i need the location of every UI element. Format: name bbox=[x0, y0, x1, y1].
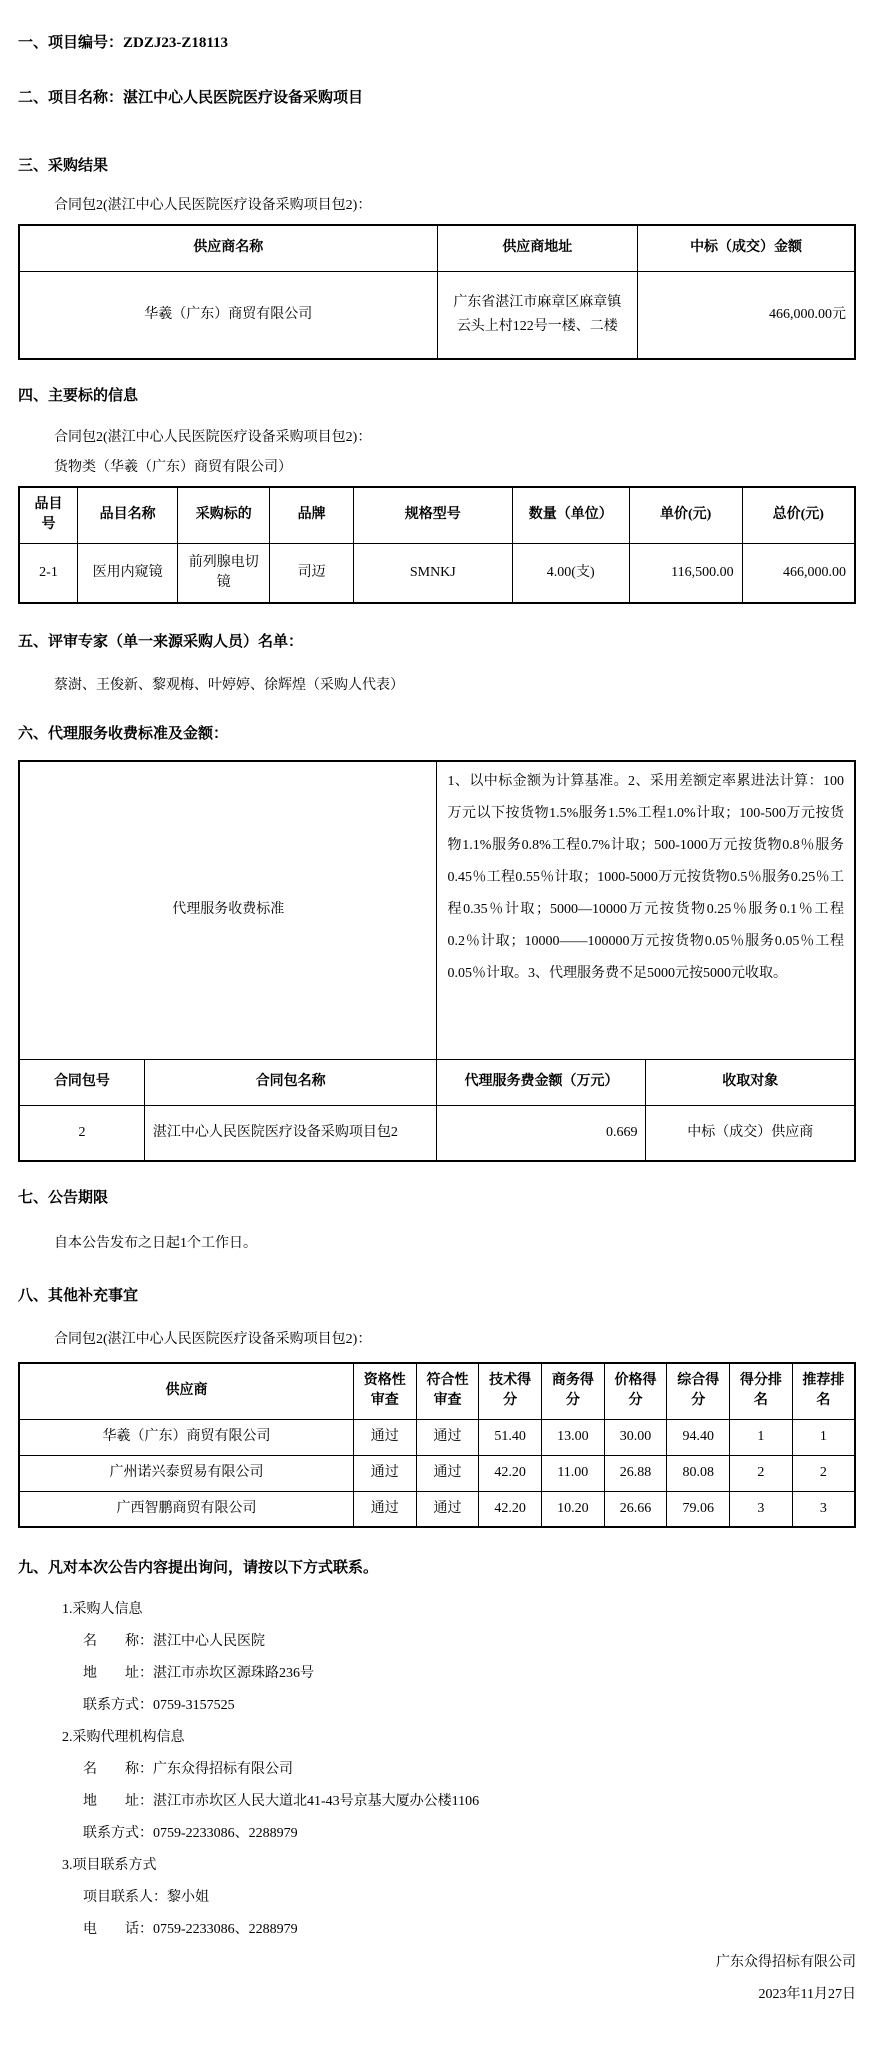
item-header-item-name: 品目名称 bbox=[78, 487, 178, 543]
fee-standard-text-cell: 1、以中标金额为计算基准。2、采用差额定率累进法计算：100万元以下按货物1.5%服务1.5%工程1.0%计取；100-500万元按货物1.1%服务0.8%工程0.7%计取；500-1000万元按货物0.8％服务0.45％工程0.55％计取；1000-5000万元按货物0.5％服务0.25％工程0.35％计取；5000—10000万元按货物0.25％服务0.1％工程0.2％计取；10000——100000万元按货物0.05％服务0.05％工程0.05％计取。3、代理服务费不足5000元按5000元收取。 bbox=[437, 761, 855, 1059]
section-3-heading: 三、采购结果 bbox=[18, 158, 109, 174]
result-table bbox=[18, 224, 856, 360]
recommend-rank-cell: 2 bbox=[792, 1455, 855, 1491]
score-header-supplier: 供应商 bbox=[19, 1363, 353, 1419]
technical-score-cell: 51.40 bbox=[479, 1419, 542, 1455]
charged-party-cell: 中标（成交）供应商 bbox=[646, 1105, 855, 1161]
table-row bbox=[19, 1105, 855, 1161]
section-8-heading: 八、其他补充事宜 bbox=[18, 1288, 139, 1304]
item-header-spec-model: 规格型号 bbox=[353, 487, 512, 543]
table-row bbox=[19, 271, 855, 359]
agency-name-line: 名 称：广东众得招标有限公司 bbox=[83, 1762, 293, 1777]
item-header-total-price: 总价(元) bbox=[742, 487, 855, 543]
table-row bbox=[19, 1455, 855, 1491]
recommend-rank-cell: 3 bbox=[792, 1491, 855, 1527]
quantity-cell: 4.00(支) bbox=[512, 543, 629, 603]
section-1-heading: 一、项目编号：ZDZJ23-Z18113 bbox=[18, 35, 229, 51]
s8-package-intro: 合同包2(湛江中心人民医院医疗设备采购项目包2)： bbox=[54, 1332, 372, 1347]
business-score-cell: 11.00 bbox=[541, 1455, 604, 1491]
agency-info-title: 2.采购代理机构信息 bbox=[62, 1730, 185, 1745]
score-header-price-score: 价格得分 bbox=[604, 1363, 667, 1419]
procurement-target-cell: 前列腺电切镜 bbox=[178, 543, 270, 603]
fee-header-package-name: 合同包名称 bbox=[144, 1059, 437, 1105]
overall-score-cell: 79.06 bbox=[667, 1491, 730, 1527]
score-header-recommend-rank: 推荐排名 bbox=[792, 1363, 855, 1419]
fee-header-charged-party: 收取对象 bbox=[646, 1059, 855, 1105]
fee-header-fee-amount: 代理服务费金额（万元） bbox=[437, 1059, 646, 1105]
contact-block bbox=[18, 1600, 856, 1940]
s4-category-line: 货物类（华羲（广东）商贸有限公司） bbox=[54, 460, 292, 475]
qualification-cell: 通过 bbox=[353, 1419, 416, 1455]
signature-org: 广东众得招标有限公司 bbox=[716, 1955, 856, 1970]
signature-block bbox=[18, 1953, 856, 2005]
project-contact-person-line: 项目联系人：黎小姐 bbox=[83, 1890, 209, 1905]
table-row bbox=[19, 1419, 855, 1455]
technical-score-cell: 42.20 bbox=[479, 1455, 542, 1491]
section-4-heading: 四、主要标的信息 bbox=[18, 388, 139, 404]
score-table bbox=[18, 1362, 856, 1528]
score-header-conformity-review: 符合性审查 bbox=[416, 1363, 479, 1419]
item-header-quantity: 数量（单位） bbox=[512, 487, 629, 543]
score-header-qualification-review: 资格性审查 bbox=[353, 1363, 416, 1419]
section-7-heading: 七、公告期限 bbox=[18, 1190, 109, 1206]
s4-package-intro: 合同包2(湛江中心人民医院医疗设备采购项目包2)： bbox=[54, 430, 372, 445]
item-header-unit-price: 单价(元) bbox=[629, 487, 742, 543]
supplier-cell: 广西智鹏商贸有限公司 bbox=[19, 1491, 353, 1527]
item-no-cell: 2-1 bbox=[19, 543, 78, 603]
table-row bbox=[19, 543, 855, 603]
section-9-heading: 九、凡对本次公告内容提出询问，请按以下方式联系。 bbox=[18, 1560, 379, 1576]
total-price-cell: 466,000.00 bbox=[742, 543, 855, 603]
item-header-item-no: 品目号 bbox=[19, 487, 78, 543]
score-rank-cell: 3 bbox=[730, 1491, 793, 1527]
recommend-rank-cell: 1 bbox=[792, 1419, 855, 1455]
purchaser-address-line: 地 址：湛江市赤坎区源珠路236号 bbox=[83, 1666, 314, 1681]
section-5-heading: 五、评审专家（单一来源采购人员）名单： bbox=[18, 634, 304, 650]
purchaser-name-line: 名 称：湛江中心人民医院 bbox=[83, 1634, 265, 1649]
project-contact-phone-line: 电 话：0759-2233086、2288979 bbox=[83, 1922, 298, 1937]
fee-header-package-no: 合同包号 bbox=[19, 1059, 144, 1105]
announcement-period-line: 自本公告发布之日起1个工作日。 bbox=[54, 1236, 257, 1251]
s3-package-intro: 合同包2(湛江中心人民医院医疗设备采购项目包2)： bbox=[54, 198, 372, 213]
technical-score-cell: 42.20 bbox=[479, 1491, 542, 1527]
result-header-award-amount: 中标（成交）金额 bbox=[638, 225, 855, 271]
conformity-cell: 通过 bbox=[416, 1491, 479, 1527]
purchaser-info-title: 1.采购人信息 bbox=[62, 1602, 143, 1617]
agency-address-line: 地 址：湛江市赤坎区人民大道北41-43号京基大厦办公楼1106 bbox=[83, 1794, 480, 1809]
score-header-business-score: 商务得分 bbox=[541, 1363, 604, 1419]
conformity-cell: 通过 bbox=[416, 1419, 479, 1455]
supplier-name-cell: 华羲（广东）商贸有限公司 bbox=[19, 271, 437, 359]
fee-amount-cell: 0.669 bbox=[437, 1105, 646, 1161]
section-2-heading: 二、项目名称：湛江中心人民医院医疗设备采购项目 bbox=[18, 90, 364, 106]
overall-score-cell: 80.08 bbox=[667, 1455, 730, 1491]
score-table-header-row bbox=[19, 1363, 855, 1419]
supplier-address-cell: 广东省湛江市麻章区麻章镇云头上村122号一楼、二楼 bbox=[437, 271, 638, 359]
result-table-header-row bbox=[19, 225, 855, 271]
business-score-cell: 13.00 bbox=[541, 1419, 604, 1455]
result-header-supplier-address: 供应商地址 bbox=[437, 225, 638, 271]
agency-phone-line: 联系方式：0759-2233086、2288979 bbox=[83, 1826, 298, 1841]
table-row bbox=[19, 1491, 855, 1527]
price-score-cell: 26.66 bbox=[604, 1491, 667, 1527]
business-score-cell: 10.20 bbox=[541, 1491, 604, 1527]
item-table bbox=[18, 486, 856, 604]
unit-price-cell: 116,500.00 bbox=[629, 543, 742, 603]
spec-model-cell: SMNKJ bbox=[353, 543, 512, 603]
overall-score-cell: 94.40 bbox=[667, 1419, 730, 1455]
supplier-cell: 华羲（广东）商贸有限公司 bbox=[19, 1419, 353, 1455]
project-contact-title: 3.项目联系方式 bbox=[62, 1858, 157, 1873]
fee-table-header-row bbox=[19, 1059, 855, 1105]
result-header-supplier-name: 供应商名称 bbox=[19, 225, 437, 271]
conformity-cell: 通过 bbox=[416, 1455, 479, 1491]
item-header-brand: 品牌 bbox=[270, 487, 354, 543]
score-rank-cell: 2 bbox=[730, 1455, 793, 1491]
price-score-cell: 30.00 bbox=[604, 1419, 667, 1455]
score-rank-cell: 1 bbox=[730, 1419, 793, 1455]
agency-fee-table bbox=[18, 760, 856, 1162]
award-amount-cell: 466,000.00元 bbox=[638, 271, 855, 359]
supplier-cell: 广州诺兴泰贸易有限公司 bbox=[19, 1455, 353, 1491]
purchaser-phone-line: 联系方式：0759-3157525 bbox=[83, 1698, 235, 1713]
price-score-cell: 26.88 bbox=[604, 1455, 667, 1491]
score-header-overall-score: 综合得分 bbox=[667, 1363, 730, 1419]
score-header-score-rank: 得分排名 bbox=[730, 1363, 793, 1419]
qualification-cell: 通过 bbox=[353, 1491, 416, 1527]
expert-names-line: 蔡澍、王俊新、黎观梅、叶婷婷、徐辉煌（采购人代表） bbox=[54, 678, 404, 693]
brand-cell: 司迈 bbox=[270, 543, 354, 603]
qualification-cell: 通过 bbox=[353, 1455, 416, 1491]
item-name-cell: 医用内窥镜 bbox=[78, 543, 178, 603]
fee-standard-row bbox=[19, 761, 855, 1059]
fee-standard-label-cell: 代理服务收费标准 bbox=[19, 761, 437, 1059]
package-no-cell: 2 bbox=[19, 1105, 144, 1161]
item-header-procurement-target: 采购标的 bbox=[178, 487, 270, 543]
item-table-header-row bbox=[19, 487, 855, 543]
score-header-technical-score: 技术得分 bbox=[479, 1363, 542, 1419]
signature-date: 2023年11月27日 bbox=[758, 1987, 856, 2002]
section-6-heading: 六、代理服务收费标准及金额： bbox=[18, 726, 229, 742]
package-name-cell: 湛江中心人民医院医疗设备采购项目包2 bbox=[144, 1105, 437, 1161]
